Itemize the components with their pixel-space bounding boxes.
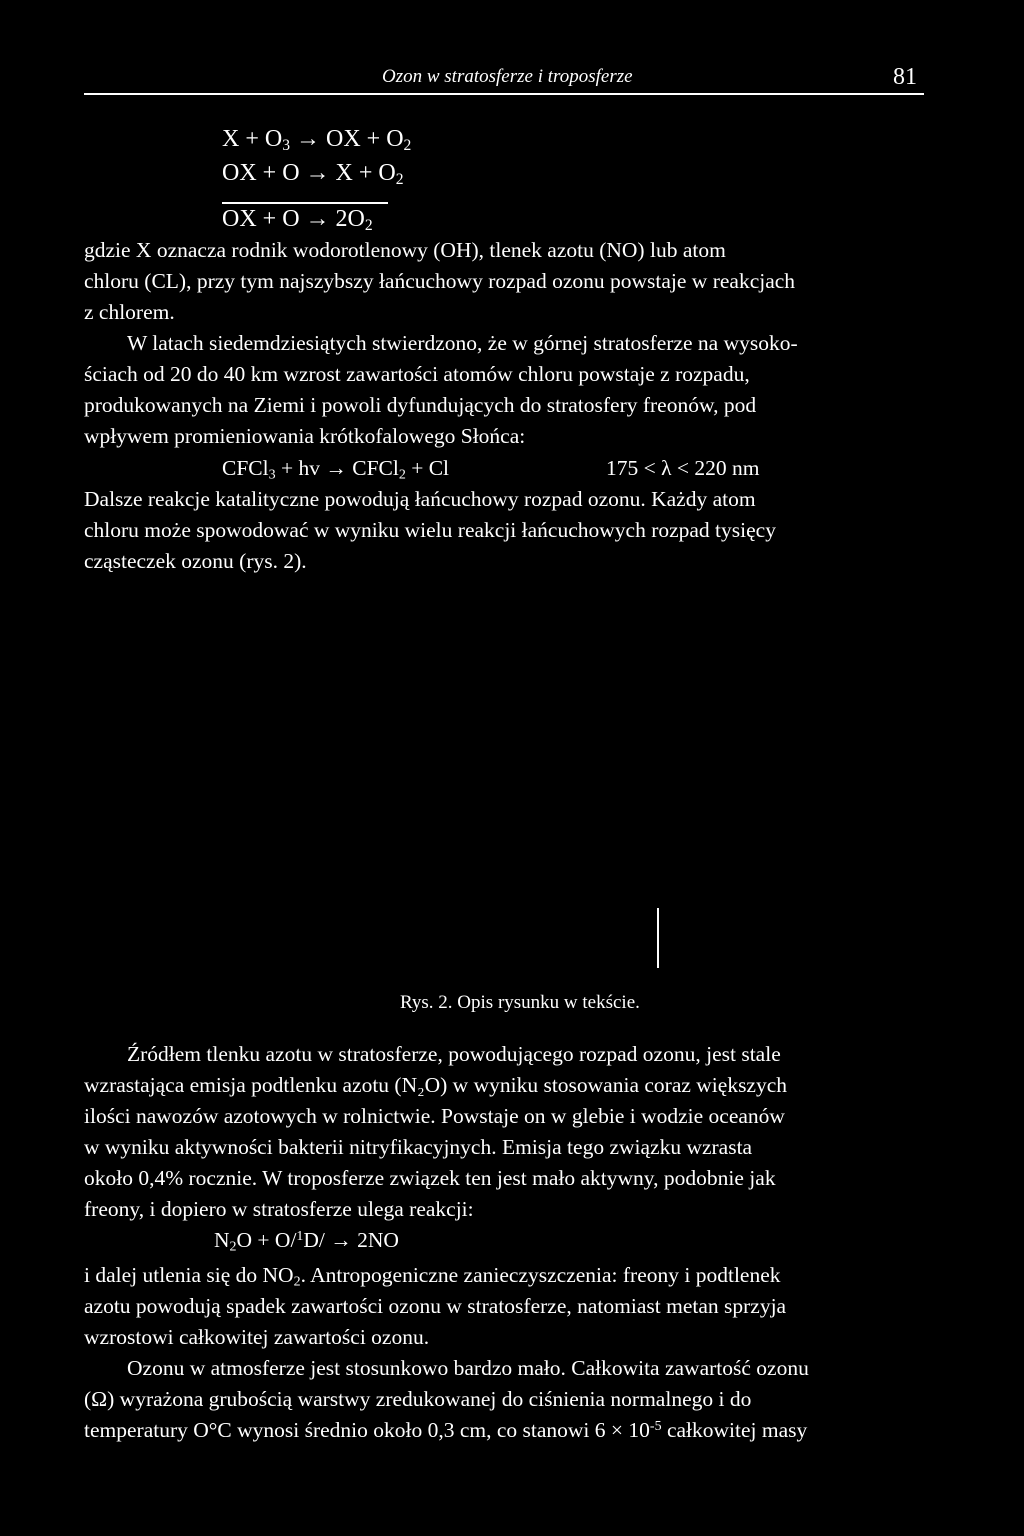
para2-line-3: produkowanych na Ziemi i powoli dyfundujących do stratosfery freonów, pod (84, 393, 757, 417)
figure-mark (657, 908, 659, 968)
para6-line-1: Ozonu w atmosferze jest stosunkowo bardzo mało. Całkowita zawartość ozonu (127, 1356, 809, 1380)
wavelength-range: 175 < λ < 220 nm (606, 456, 760, 480)
reaction-2: OX + $O \to X + O_2$ (222, 160, 404, 188)
para4-line-5: około 0,4% rocznie. W troposferze związek ten jest mało aktywny, podobnie jak (84, 1166, 776, 1190)
para5-line-2: azotu powodują spadek zawartości ozonu w stratosferze, natomiast metan sprzyja (84, 1294, 787, 1318)
para2-line-1: W latach siedemdziesiątych stwierdzono, że w górnej stratosferze na wysoko- (127, 331, 798, 355)
para1-line-3: z chlorem. (84, 300, 175, 324)
para4-line-1: Źródłem tlenku azotu w stratosferze, powodującego rozpad ozonu, jest stale (127, 1042, 781, 1066)
para4-line-6: freony, i dopiero w stratosferze ulega reakcji: (84, 1197, 474, 1221)
para4-line-4: w wyniku aktywności bakterii nitryfikacyjnych. Emisja tego związku wzrasta (84, 1135, 753, 1159)
n2o-reaction: $N_2O + O/^1D/ \to 2NO$ (214, 1228, 399, 1255)
reaction-net: OX + $O \to 2O_2$ (222, 206, 373, 234)
para6-line-2: (Ω) wyrażona grubością warstwy zredukowanej do ciśnienia normalnego i do (84, 1387, 752, 1411)
running-title: Ozon w stratosferze i troposferze (382, 66, 633, 87)
para3-line-1: Dalsze reakcje katalityczne powodują łańcuchowy rozpad ozonu. Każdy atom (84, 487, 756, 511)
cfc-reaction: CFCl$_3$ + hv → CFCl$_2$ + Cl (222, 456, 450, 483)
para1-line-1: gdzie X oznacza rodnik wodorotlenowy (OH), tlenek azotu (NO) lub atom (84, 238, 726, 262)
para5-line-3: wzrostowi całkowitej zawartości ozonu. (84, 1325, 430, 1349)
para3-line-3: cząsteczek ozonu (rys. 2). (84, 549, 307, 573)
para4-line-2: wzrastająca emisja podtlenku azotu (N₂O) w wyniku stosowania coraz większych (84, 1073, 788, 1097)
header-rule (84, 93, 924, 95)
para2-line-2: ściach od 20 do 40 km wzrost zawartości atomów chloru powstaje z rozpadu, (84, 362, 750, 386)
para6-line-3: temperatury O°C wynosi średnio około 0,3 cm, co stanowi $6 \times 10^{-5}$ całkowitej masy (84, 1418, 808, 1442)
figure-caption: Rys. 2. Opis rysunku w tekście. (400, 992, 640, 1013)
para4-line-3: ilości nawozów azotowych w rolnictwie. Powstaje on w glebie i wodzie oceanów (84, 1104, 785, 1128)
para2-line-4: wpływem promieniowania krótkofalowego Słońca: (84, 424, 526, 448)
reaction-1: $X + O_3$ → OX + $O_2$ (222, 126, 412, 154)
para1-line-2: chloru (CL), przy tym najszybszy łańcuchowy rozpad ozonu powstaje w reakcjach (84, 269, 796, 293)
para5-line-1: i dalej utlenia się do $NO_2$. Antropogeniczne zanieczyszczenia: freony i podtlenek (84, 1263, 781, 1290)
para3-line-2: chloru może spowodować w wyniku wielu reakcji łańcuchowych rozpad tysięcy (84, 518, 776, 542)
page-number: 81 (893, 64, 917, 90)
summation-rule (222, 202, 388, 204)
